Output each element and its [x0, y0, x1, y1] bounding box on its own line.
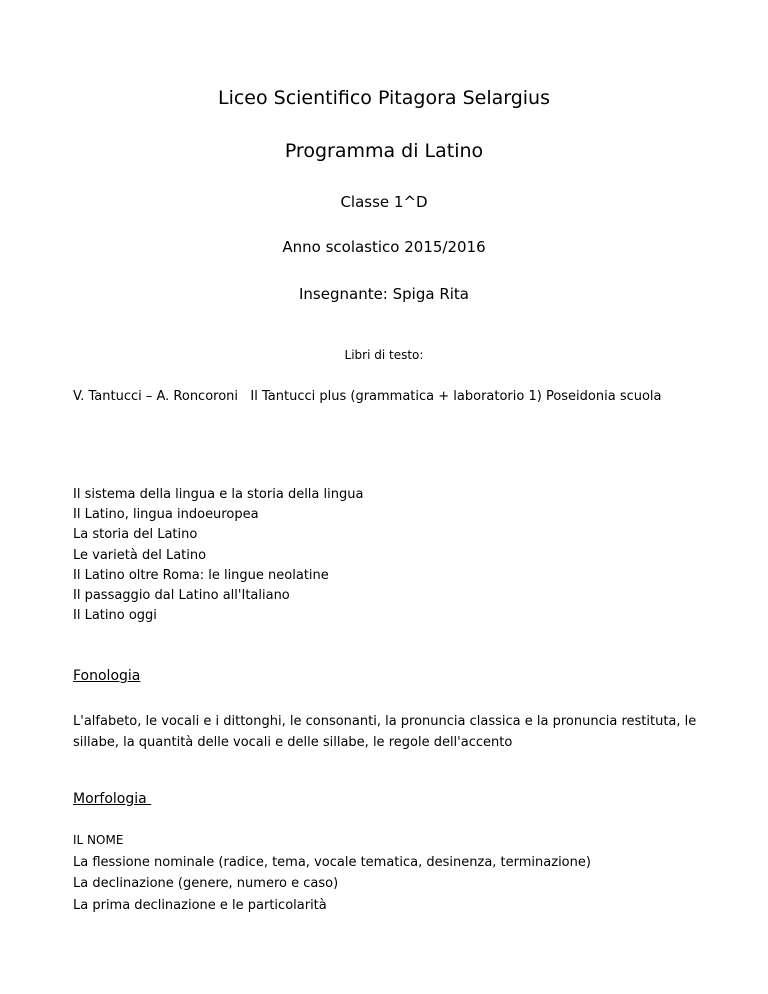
school-name: Liceo Scientifico Pitagora Selargius [217, 87, 550, 109]
morfologia-subheading: IL NOME [73, 833, 124, 847]
list-item: La storia del Latino [73, 527, 198, 543]
list-item: La prima declinazione e le particolarità [73, 897, 327, 913]
subject-title: Programma di Latino [284, 140, 484, 162]
section-heading-fonologia: Fonologia [73, 668, 141, 684]
list-item: Il Latino oltre Roma: le lingue neolatine [73, 567, 329, 583]
section-heading-morfologia: Morfologia [73, 791, 152, 807]
textbook-authors: V. Tantucci – A. Roncoroni [73, 389, 251, 404]
list-item: Il sistema della lingua e la storia della lingua [73, 487, 364, 502]
list-item: La declinazione (genere, numero e caso) [73, 876, 339, 891]
list-item: La flessione nominale (radice, tema, vocale tematica, desinenza, terminazione) [73, 854, 591, 870]
teacher-name: Insegnante: Spiga Rita [299, 285, 469, 303]
textbook-title: Il Tantucci plus (grammatica + laboratorio 1) Poseidonia scuola [250, 389, 662, 404]
class-label: Classe 1^D [340, 193, 428, 211]
list-item: Il passaggio dal Latino all'Italiano [73, 588, 290, 604]
fonologia-text: L'alfabeto, le vocali e i dittonghi, le consonanti, la pronuncia classica e la pronuncia restituta, le sillabe, la quantità delle vocali e delle sillabe, le regole dell'accento [73, 714, 697, 750]
intro-topic-list [73, 485, 363, 626]
textbook-reference [73, 387, 695, 407]
list-item: Il Latino oggi [73, 608, 157, 624]
list-item: Il Latino, lingua indoeuropea [73, 507, 259, 523]
school-year: Anno scolastico 2015/2016 [282, 238, 486, 256]
list-item: Le varietà del Latino [73, 547, 207, 563]
textbooks-label: Libri di testo: [344, 348, 424, 362]
morfologia-content [73, 830, 591, 916]
